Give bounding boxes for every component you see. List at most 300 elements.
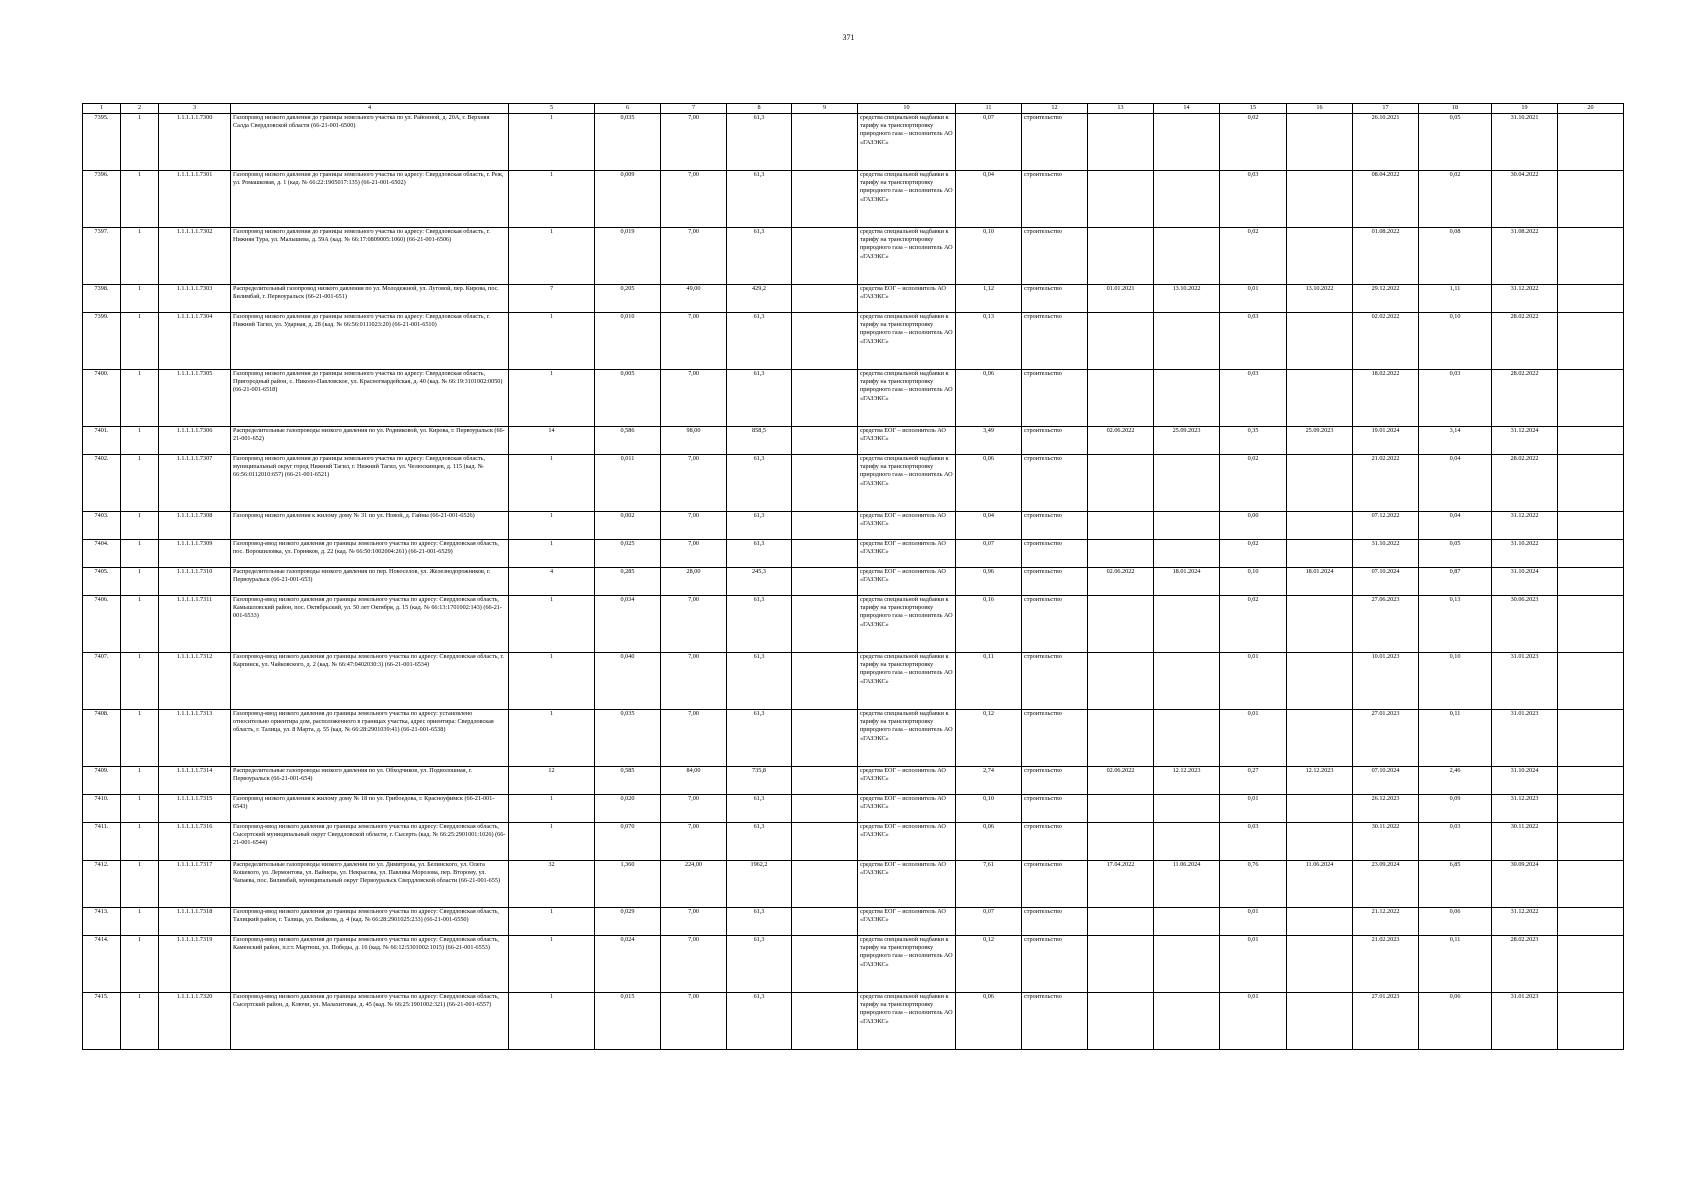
cell-col-2: 1 [121,823,159,861]
table-row [83,823,1624,861]
cell-col-3: 1.1.1.1.1.7304 [159,313,231,370]
cell-col-8: 61,3 [727,540,792,568]
cell-col-17: 27.01.2023 [1353,993,1419,1050]
cell-col-13 [1088,114,1154,171]
cell-col-17: 30.11.2022 [1353,823,1419,861]
cell-col-9 [792,427,858,455]
cell-col-13 [1088,795,1154,823]
cell-col-3: 1.1.1.1.1.7318 [159,908,231,936]
cell-col-7: 7,00 [661,795,727,823]
cell-col-1: 7396. [83,171,121,228]
cell-col-18: 0,04 [1419,455,1492,512]
cell-col-19: 28.02.2023 [1492,936,1558,993]
cell-col-12: строительство [1022,540,1088,568]
cell-col-17: 29.12.2022 [1353,285,1419,313]
cell-col-19: 30.06.2023 [1492,596,1558,653]
cell-col-2: 1 [121,653,159,710]
cell-col-5: 1 [509,171,595,228]
cell-col-4: Распределительные газопроводы низкого давления по ул. Обходчиков, ул. Подволошная, г. Первоуральск (66-21-001-654) [231,767,509,795]
cell-col-6: 0,011 [595,455,661,512]
cell-col-10: средства специальной надбавки к тарифу на транспортировку природного газа – исполнитель АО «ГАЗЭКС» [858,370,956,427]
column-header-17: 17 [1353,104,1419,114]
cell-col-15: 0,02 [1220,114,1287,171]
cell-col-3: 1.1.1.1.1.7317 [159,861,231,908]
cell-col-16: 25.09.2023 [1287,427,1353,455]
cell-col-18: 2,46 [1419,767,1492,795]
cell-col-7: 7,00 [661,171,727,228]
cell-col-13 [1088,823,1154,861]
cell-col-16: 13.10.2022 [1287,285,1353,313]
cell-col-5: 12 [509,767,595,795]
cell-col-11: 0,16 [956,596,1022,653]
cell-col-20 [1558,568,1624,596]
cell-col-11: 0,06 [956,370,1022,427]
cell-col-11: 0,06 [956,823,1022,861]
cell-col-18: 0,05 [1419,540,1492,568]
cell-col-17: 07.10.2024 [1353,568,1419,596]
cell-col-5: 1 [509,313,595,370]
cell-col-16 [1287,653,1353,710]
table-row [83,568,1624,596]
table-row [83,936,1624,993]
cell-col-3: 1.1.1.1.1.7307 [159,455,231,512]
cell-col-14: 12.12.2023 [1154,767,1220,795]
cell-col-16: 18.01.2024 [1287,568,1353,596]
cell-col-11: 0,06 [956,455,1022,512]
cell-col-6: 0,040 [595,653,661,710]
cell-col-15: 0,01 [1220,795,1287,823]
cell-col-20 [1558,427,1624,455]
cell-col-12: строительство [1022,908,1088,936]
cell-col-11: 0,07 [956,114,1022,171]
cell-col-7: 224,00 [661,861,727,908]
cell-col-4: Газопровод низкого давления до границы земельного участка по адресу: Свердловская область, муниципальный округ город Нижний Тагил, г. Нижний Тагил, ул. Челюскинцев, д. 115 (кад. № 66:56:0112010:657) (66-21-001-6521) [231,455,509,512]
cell-col-5: 32 [509,861,595,908]
cell-col-13: 17.04.2022 [1088,861,1154,908]
cell-col-1: 7415. [83,993,121,1050]
cell-col-16 [1287,908,1353,936]
cell-col-13 [1088,710,1154,767]
cell-col-3: 1.1.1.1.1.7309 [159,540,231,568]
cell-col-6: 0,070 [595,823,661,861]
cell-col-18: 0,02 [1419,171,1492,228]
table-row [83,114,1624,171]
cell-col-8: 429,2 [727,285,792,313]
cell-col-14 [1154,993,1220,1050]
cell-col-12: строительство [1022,710,1088,767]
cell-col-5: 1 [509,512,595,540]
cell-col-2: 1 [121,767,159,795]
cell-col-15: 0,01 [1220,908,1287,936]
column-header-9: 9 [792,104,858,114]
cell-col-18: 0,10 [1419,653,1492,710]
cell-col-1: 7401. [83,427,121,455]
column-header-8: 8 [727,104,792,114]
cell-col-5: 4 [509,568,595,596]
cell-col-14 [1154,823,1220,861]
column-header-1: 1 [83,104,121,114]
cell-col-10: средства специальной надбавки к тарифу на транспортировку природного газа – исполнитель АО «ГАЗЭКС» [858,653,956,710]
cell-col-12: строительство [1022,993,1088,1050]
cell-col-16 [1287,228,1353,285]
cell-col-9 [792,767,858,795]
cell-col-10: средства ЕОГ – исполнитель АО «ГАЗЭКС» [858,908,956,936]
cell-col-9 [792,993,858,1050]
table-row [83,228,1624,285]
cell-col-6: 0,035 [595,710,661,767]
cell-col-8: 61,3 [727,171,792,228]
cell-col-2: 1 [121,370,159,427]
cell-col-7: 7,00 [661,596,727,653]
cell-col-15: 0,35 [1220,427,1287,455]
cell-col-11: 1,12 [956,285,1022,313]
cell-col-11: 0,10 [956,795,1022,823]
cell-col-15: 0,02 [1220,596,1287,653]
cell-col-13 [1088,171,1154,228]
cell-col-19: 31.10.2024 [1492,767,1558,795]
cell-col-3: 1.1.1.1.1.7312 [159,653,231,710]
cell-col-14 [1154,540,1220,568]
cell-col-8: 61,3 [727,596,792,653]
cell-col-6: 0,029 [595,908,661,936]
cell-col-14 [1154,455,1220,512]
cell-col-2: 1 [121,596,159,653]
cell-col-1: 7397. [83,228,121,285]
cell-col-14 [1154,313,1220,370]
table-header-row [83,104,1624,114]
cell-col-7: 7,00 [661,512,727,540]
cell-col-12: строительство [1022,285,1088,313]
cell-col-4: Газопровод низкого давления до границы земельного участка по адресу: Свердловская область, Пригородный район, с. Николо-Павловское, ул. Красногвардейская, д. 40 (кад. № 66:19:3101002:0050) (66-21-001-6518) [231,370,509,427]
cell-col-4: Распределительные газопроводы низкого давления по пер. Новоселов, ул. Железнодорожников, г. Первоуральск (66-21-001-653) [231,568,509,596]
cell-col-17: 21.02.2022 [1353,455,1419,512]
cell-col-14 [1154,512,1220,540]
table-row [83,710,1624,767]
cell-col-16: 11.06.2024 [1287,861,1353,908]
cell-col-10: средства ЕОГ – исполнитель АО «ГАЗЭКС» [858,767,956,795]
cell-col-17: 21.02.2023 [1353,936,1419,993]
cell-col-1: 7408. [83,710,121,767]
cell-col-9 [792,936,858,993]
cell-col-5: 7 [509,285,595,313]
cell-col-8: 61,3 [727,370,792,427]
cell-col-6: 0,005 [595,370,661,427]
table-body [83,114,1624,1050]
cell-col-10: средства специальной надбавки к тарифу на транспортировку природного газа – исполнитель АО «ГАЗЭКС» [858,313,956,370]
cell-col-7: 7,00 [661,114,727,171]
cell-col-3: 1.1.1.1.1.7314 [159,767,231,795]
cell-col-4: Газопровод низкого давления к жилому дому № 18 по ул. Грибоедова, г. Красноуфимск (66-21-001-6543) [231,795,509,823]
cell-col-3: 1.1.1.1.1.7303 [159,285,231,313]
cell-col-20 [1558,653,1624,710]
cell-col-1: 7400. [83,370,121,427]
cell-col-18: 0,06 [1419,993,1492,1050]
cell-col-4: Газопровод-ввод низкого давления до границы земельного участка по адресу: Свердловская область, Сысертский муниципальный округ Свердловской области, г. Сысерть (кад. № 66:25:2901001:1026) (66-21-001-6544) [231,823,509,861]
cell-col-12: строительство [1022,823,1088,861]
cell-col-12: строительство [1022,171,1088,228]
cell-col-20 [1558,823,1624,861]
table-row [83,427,1624,455]
cell-col-9 [792,568,858,596]
cell-col-9 [792,512,858,540]
cell-col-11: 0,07 [956,908,1022,936]
cell-col-8: 61,3 [727,228,792,285]
table-row [83,171,1624,228]
cell-col-12: строительство [1022,512,1088,540]
cell-col-6: 0,035 [595,114,661,171]
cell-col-18: 0,11 [1419,710,1492,767]
cell-col-19: 31.10.2022 [1492,540,1558,568]
cell-col-3: 1.1.1.1.1.7300 [159,114,231,171]
cell-col-12: строительство [1022,228,1088,285]
cell-col-11: 0,12 [956,710,1022,767]
cell-col-5: 1 [509,596,595,653]
cell-col-2: 1 [121,993,159,1050]
cell-col-20 [1558,285,1624,313]
cell-col-8: 858,5 [727,427,792,455]
table-row [83,512,1624,540]
cell-col-19: 31.08.2022 [1492,228,1558,285]
cell-col-2: 1 [121,455,159,512]
cell-col-8: 61,3 [727,512,792,540]
cell-col-17: 26.10.2021 [1353,114,1419,171]
cell-col-3: 1.1.1.1.1.7302 [159,228,231,285]
cell-col-3: 1.1.1.1.1.7313 [159,710,231,767]
cell-col-12: строительство [1022,653,1088,710]
cell-col-2: 1 [121,512,159,540]
cell-col-19: 31.01.2023 [1492,993,1558,1050]
cell-col-6: 0,015 [595,993,661,1050]
cell-col-1: 7409. [83,767,121,795]
cell-col-7: 7,00 [661,313,727,370]
cell-col-16 [1287,171,1353,228]
cell-col-9 [792,114,858,171]
cell-col-5: 14 [509,427,595,455]
cell-col-18: 0,09 [1419,795,1492,823]
cell-col-17: 19.01.2024 [1353,427,1419,455]
cell-col-5: 1 [509,936,595,993]
cell-col-4: Газопровод-ввод низкого давления до границы земельного участка по адресу: Свердловская область, Талицкий район, г. Талица, ул. Войкова, д. 4 (кад. № 66:28:2901025:233) (66-21-001-6550) [231,908,509,936]
cell-col-6: 0,205 [595,285,661,313]
cell-col-5: 1 [509,653,595,710]
table-row [83,993,1624,1050]
cell-col-8: 61,3 [727,936,792,993]
cell-col-16: 12.12.2023 [1287,767,1353,795]
cell-col-4: Распределительный газопровод низкого давления по ул. Молодежной, ул. Луговой, пер. Кирова, пос. Билимбай, г. Первоуральск (66-21-001-651) [231,285,509,313]
cell-col-13 [1088,596,1154,653]
cell-col-19: 30.04.2022 [1492,171,1558,228]
cell-col-12: строительство [1022,114,1088,171]
cell-col-7: 7,00 [661,455,727,512]
cell-col-9 [792,171,858,228]
cell-col-17: 10.01.2023 [1353,653,1419,710]
cell-col-7: 7,00 [661,228,727,285]
cell-col-7: 7,00 [661,908,727,936]
cell-col-7: 84,00 [661,767,727,795]
cell-col-11: 3,49 [956,427,1022,455]
column-header-6: 6 [595,104,661,114]
cell-col-3: 1.1.1.1.1.7319 [159,936,231,993]
cell-col-20 [1558,370,1624,427]
column-header-14: 14 [1154,104,1220,114]
cell-col-4: Газопровод низкого давления до границы земельного участка по адресу: Свердловская область, г. Нижняя Тура, ул. Малышева, д. 59А (кад. № 66:17:0809005:1060) (66-21-001-6506) [231,228,509,285]
cell-col-18: 0,11 [1419,936,1492,993]
cell-col-11: 2,74 [956,767,1022,795]
cell-col-20 [1558,795,1624,823]
cell-col-5: 1 [509,370,595,427]
cell-col-8: 61,3 [727,795,792,823]
cell-col-2: 1 [121,228,159,285]
cell-col-5: 1 [509,710,595,767]
cell-col-9 [792,313,858,370]
cell-col-17: 21.12.2022 [1353,908,1419,936]
table-row [83,596,1624,653]
cell-col-5: 1 [509,228,595,285]
cell-col-14 [1154,370,1220,427]
cell-col-19: 30.09.2024 [1492,861,1558,908]
cell-col-15: 0,02 [1220,228,1287,285]
cell-col-19: 31.12.2022 [1492,908,1558,936]
cell-col-12: строительство [1022,455,1088,512]
cell-col-1: 7406. [83,596,121,653]
cell-col-3: 1.1.1.1.1.7301 [159,171,231,228]
cell-col-12: строительство [1022,596,1088,653]
cell-col-15: 0,02 [1220,455,1287,512]
cell-col-6: 0,285 [595,568,661,596]
table-row [83,861,1624,908]
cell-col-1: 7412. [83,861,121,908]
cell-col-14: 13.10.2022 [1154,285,1220,313]
cell-col-5: 1 [509,908,595,936]
cell-col-15: 0,01 [1220,653,1287,710]
cell-col-5: 1 [509,540,595,568]
cell-col-12: строительство [1022,568,1088,596]
cell-col-10: средства ЕОГ – исполнитель АО «ГАЗЭКС» [858,795,956,823]
cell-col-4: Распределительные газопроводы низкого давления по ул. Родниковой, ул. Кирова, г. Первоуральск (66-21-001-652) [231,427,509,455]
cell-col-1: 7410. [83,795,121,823]
cell-col-1: 7413. [83,908,121,936]
cell-col-4: Распределительные газопроводы низкого давления по ул. Димитрова, ул. Белинского, ул. Олега Кошевого, ул. Лермонтова, ул. Вайнера, ул. Некрасова, ул. Павлика Морозова, пер. Второму, ул. Чапаева, пос. Билимбай, муниципальный округ Первоуральск Свердловской области (66-21-001-655) [231,861,509,908]
cell-col-8: 61,3 [727,710,792,767]
cell-col-7: 7,00 [661,993,727,1050]
cell-col-11: 0,12 [956,936,1022,993]
cell-col-1: 7402. [83,455,121,512]
cell-col-6: 0,002 [595,512,661,540]
column-header-12: 12 [1022,104,1088,114]
cell-col-10: средства ЕОГ – исполнитель АО «ГАЗЭКС» [858,568,956,596]
cell-col-15: 0,00 [1220,512,1287,540]
cell-col-19: 31.01.2023 [1492,653,1558,710]
cell-col-14 [1154,596,1220,653]
cell-col-10: средства специальной надбавки к тарифу на транспортировку природного газа – исполнитель АО «ГАЗЭКС» [858,228,956,285]
cell-col-14 [1154,908,1220,936]
cell-col-4: Газопровод-ввод низкого давления до границы земельного участка по адресу: Свердловская область, пос. Ворошиловка, ул. Горняков, д. 22 (кад. № 66:50:1002004:261) (66-21-001-6529) [231,540,509,568]
cell-col-17: 27.01.2023 [1353,710,1419,767]
cell-col-5: 1 [509,993,595,1050]
cell-col-11: 0,04 [956,512,1022,540]
column-header-3: 3 [159,104,231,114]
cell-col-12: строительство [1022,370,1088,427]
page-number: 371 [842,33,855,42]
cell-col-6: 0,025 [595,540,661,568]
cell-col-13 [1088,993,1154,1050]
cell-col-13: 02.06.2022 [1088,427,1154,455]
cell-col-8: 61,3 [727,993,792,1050]
cell-col-19: 31.10.2021 [1492,114,1558,171]
cell-col-20 [1558,455,1624,512]
cell-col-10: средства специальной надбавки к тарифу на транспортировку природного газа – исполнитель АО «ГАЗЭКС» [858,936,956,993]
cell-col-11: 7,61 [956,861,1022,908]
cell-col-1: 7414. [83,936,121,993]
cell-col-16 [1287,993,1353,1050]
cell-col-15: 0,03 [1220,313,1287,370]
cell-col-15: 0,01 [1220,710,1287,767]
cell-col-10: средства специальной надбавки к тарифу на транспортировку природного газа – исполнитель АО «ГАЗЭКС» [858,455,956,512]
cell-col-3: 1.1.1.1.1.7305 [159,370,231,427]
cell-col-10: средства ЕОГ – исполнитель АО «ГАЗЭКС» [858,861,956,908]
cell-col-3: 1.1.1.1.1.7315 [159,795,231,823]
cell-col-7: 7,00 [661,653,727,710]
column-header-5: 5 [509,104,595,114]
table-row [83,370,1624,427]
cell-col-13 [1088,313,1154,370]
cell-col-13 [1088,936,1154,993]
cell-col-2: 1 [121,171,159,228]
cell-col-18: 0,03 [1419,823,1492,861]
cell-col-6: 0,585 [595,767,661,795]
cell-col-3: 1.1.1.1.1.7308 [159,512,231,540]
table-row [83,767,1624,795]
cell-col-2: 1 [121,936,159,993]
column-header-15: 15 [1220,104,1287,114]
cell-col-18: 0,05 [1419,114,1492,171]
cell-col-7: 7,00 [661,540,727,568]
cell-col-1: 7411. [83,823,121,861]
cell-col-1: 7399. [83,313,121,370]
cell-col-13 [1088,908,1154,936]
cell-col-5: 1 [509,455,595,512]
cell-col-19: 31.12.2024 [1492,427,1558,455]
column-header-2: 2 [121,104,159,114]
cell-col-19: 31.10.2024 [1492,568,1558,596]
cell-col-14 [1154,936,1220,993]
cell-col-9 [792,228,858,285]
cell-col-14 [1154,653,1220,710]
cell-col-18: 0,06 [1419,908,1492,936]
cell-col-2: 1 [121,427,159,455]
cell-col-9 [792,823,858,861]
cell-col-18: 0,87 [1419,568,1492,596]
cell-col-4: Газопровод низкого давления до границы земельного участка по адресу: Свердловская область, г. Реж, ул. Ромашковая, д. 1 (кад. № 66:22:1905017:135) (66-21-001-6502) [231,171,509,228]
cell-col-9 [792,861,858,908]
cell-col-10: средства специальной надбавки к тарифу на транспортировку природного газа – исполнитель АО «ГАЗЭКС» [858,710,956,767]
cell-col-14: 18.01.2024 [1154,568,1220,596]
cell-col-19: 28.02.2022 [1492,370,1558,427]
table-row [83,285,1624,313]
cell-col-14 [1154,710,1220,767]
cell-col-13 [1088,455,1154,512]
cell-col-8: 61,3 [727,653,792,710]
cell-col-16 [1287,313,1353,370]
cell-col-7: 49,00 [661,285,727,313]
cell-col-18: 0,10 [1419,313,1492,370]
cell-col-16 [1287,370,1353,427]
column-header-20: 20 [1558,104,1624,114]
cell-col-20 [1558,993,1624,1050]
column-header-11: 11 [956,104,1022,114]
cell-col-15: 0,03 [1220,171,1287,228]
cell-col-12: строительство [1022,313,1088,370]
